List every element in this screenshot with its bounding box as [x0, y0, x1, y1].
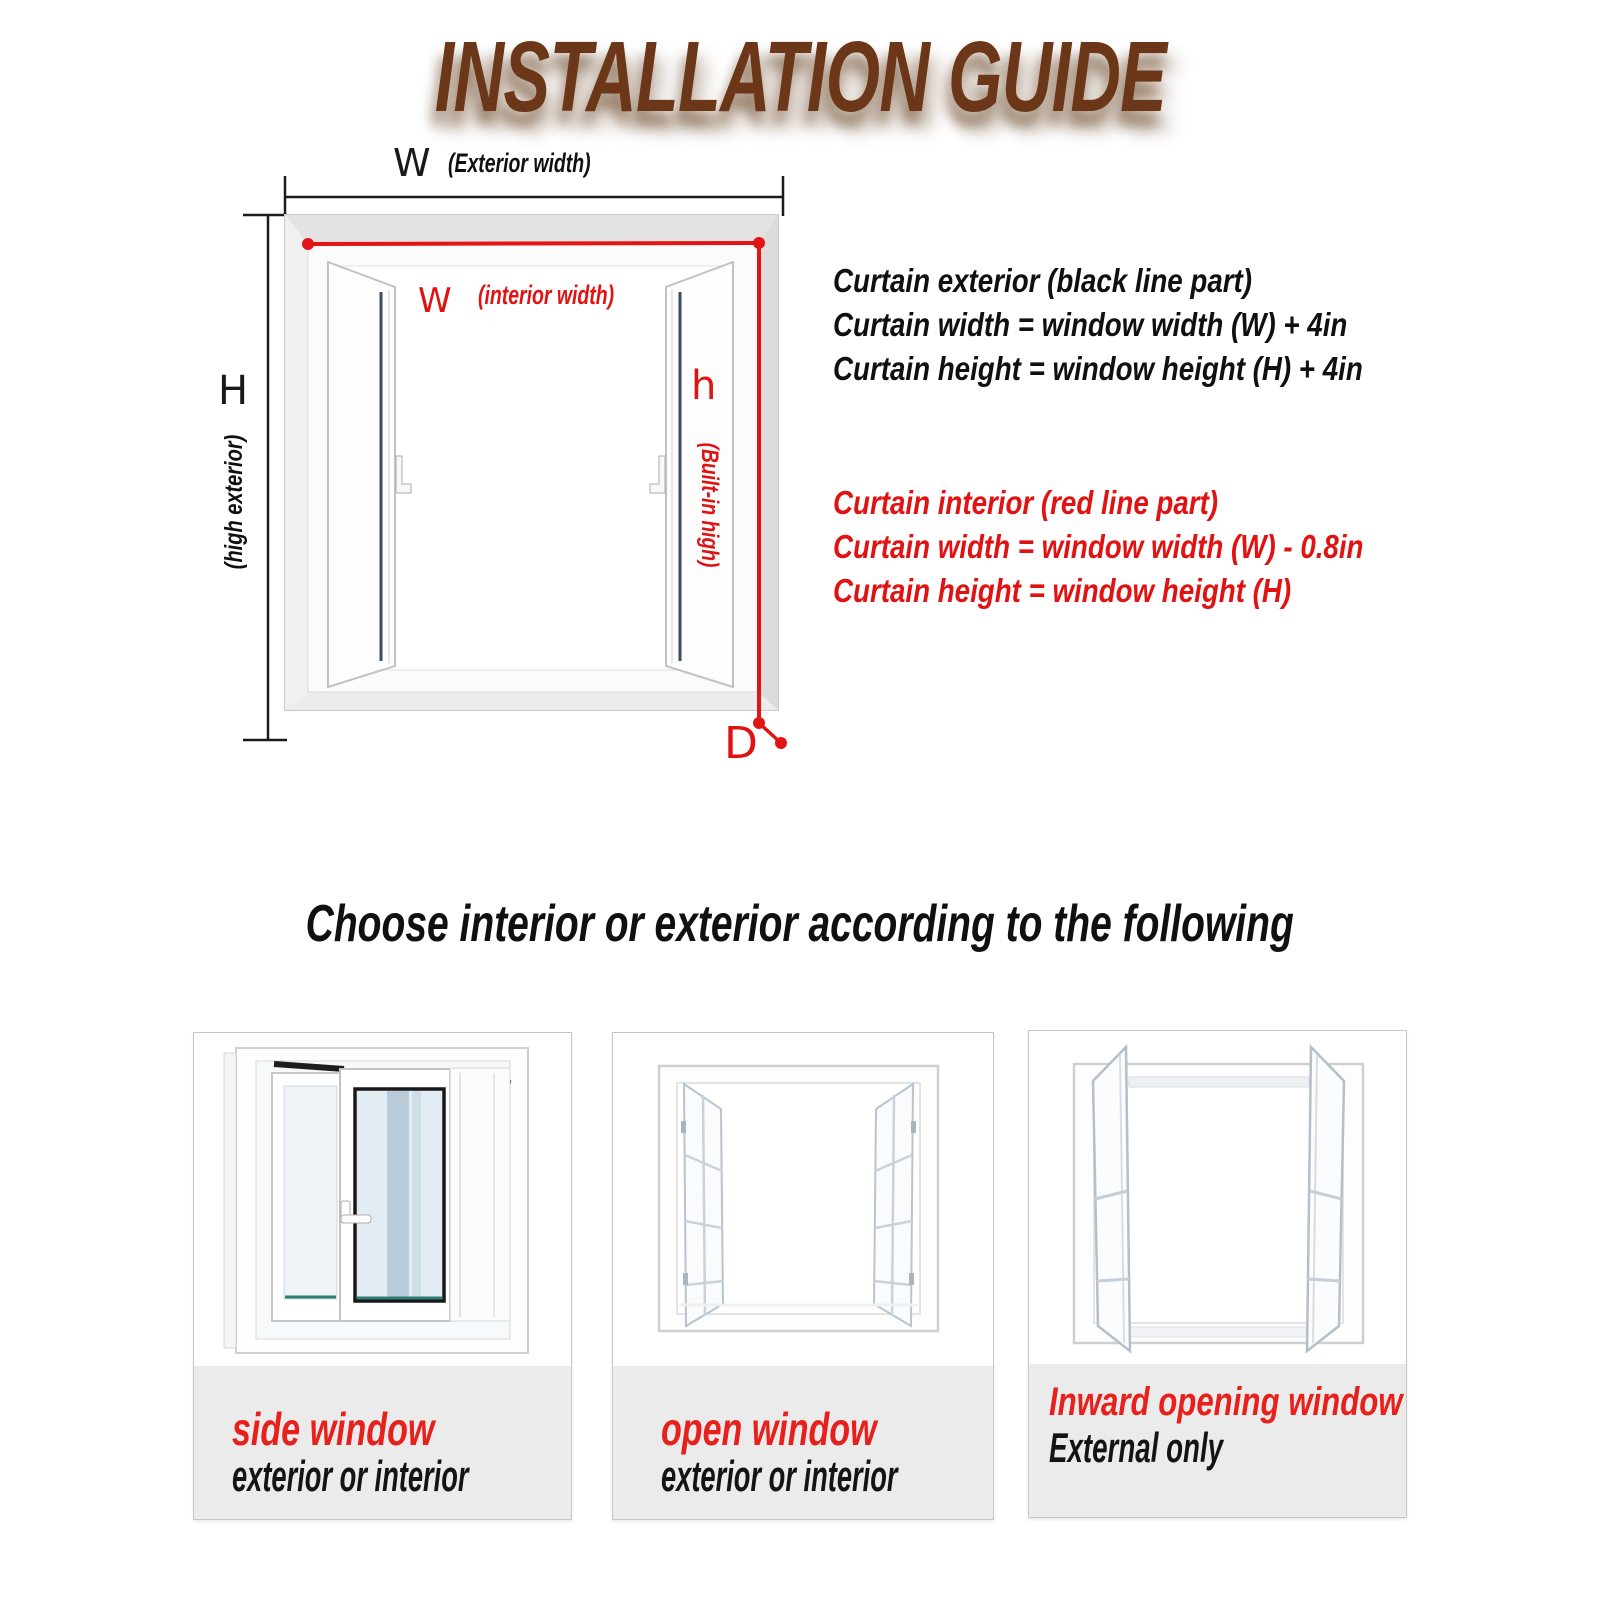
panel-side-window — [193, 1032, 572, 1520]
interior-width-symbol: W — [418, 281, 452, 321]
interior-width-label: (interior width) — [478, 280, 615, 310]
panel-open-window — [612, 1032, 994, 1520]
inward-window-illustration — [1029, 1031, 1406, 1366]
interior-height-symbol: h — [691, 363, 717, 409]
window-measure-illustration — [230, 140, 830, 790]
exterior-note-line3: Curtain height = window height (H) + 4in — [833, 350, 1363, 387]
side-window-caption — [194, 1366, 571, 1519]
interior-height-label: (Built-in high) — [696, 442, 723, 568]
interior-note-line2: Curtain width = window width (W) - 0.8in — [833, 528, 1364, 565]
open-window-illustration — [613, 1033, 993, 1366]
exterior-width-symbol: W — [393, 141, 431, 185]
inward-window-caption — [1029, 1364, 1406, 1517]
open-window-subtitle: exterior or interior — [661, 1452, 898, 1501]
page-title — [0, 20, 1600, 135]
side-window-title: side window — [232, 1403, 435, 1455]
exterior-note — [833, 262, 1464, 394]
open-window-title: open window — [661, 1403, 877, 1455]
interior-note — [833, 484, 1465, 616]
page-title-text: INSTALLATION GUIDE — [434, 21, 1166, 133]
exterior-note-line1: Curtain exterior (black line part) — [833, 262, 1252, 299]
exterior-height-symbol: H — [218, 368, 249, 414]
exterior-height-label: (high exterior) — [219, 434, 248, 570]
inward-window-subtitle: External only — [1049, 1424, 1224, 1471]
depth-symbol: D — [724, 718, 758, 769]
section-heading-text: Choose interior or exterior according to the following — [305, 895, 1295, 953]
exterior-width-label: (Exterior width) — [448, 148, 591, 178]
interior-note-line1: Curtain interior (red line part) — [833, 484, 1219, 521]
panel-inward-window — [1028, 1030, 1407, 1518]
side-window-subtitle: exterior or interior — [232, 1452, 469, 1501]
section-heading — [0, 895, 1600, 953]
interior-note-line3: Curtain height = window height (H) — [833, 572, 1292, 609]
open-window-caption — [613, 1366, 993, 1519]
exterior-note-line2: Curtain width = window width (W) + 4in — [833, 306, 1348, 343]
inward-window-title: Inward opening window — [1049, 1380, 1403, 1424]
side-window-illustration — [194, 1033, 571, 1366]
